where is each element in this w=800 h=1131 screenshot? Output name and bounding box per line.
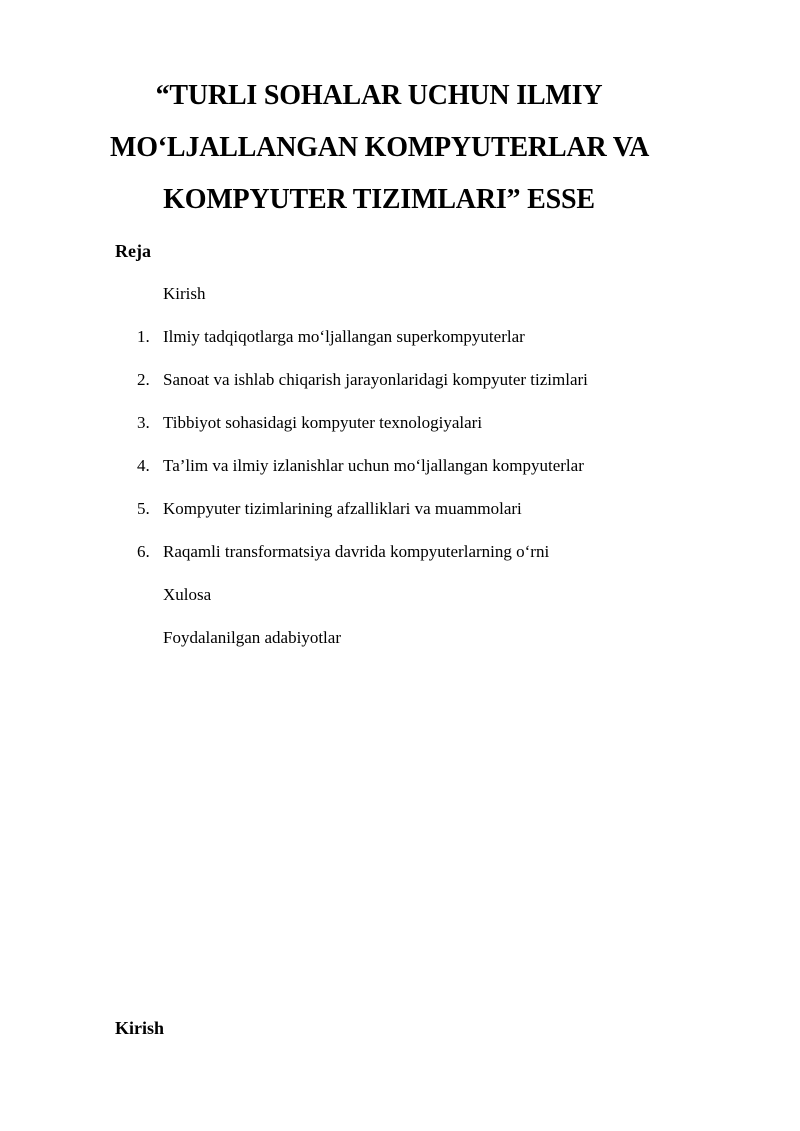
plan-item — [0, 541, 800, 584]
plan-item — [0, 455, 800, 498]
plan-item — [0, 498, 800, 541]
plan-item-text: Ilmiy tadqiqotlarga mo‘ljallangan superkompyuterlar — [163, 327, 525, 346]
plan-item-text: Kirish — [163, 284, 206, 303]
plan-item — [0, 412, 800, 455]
title-line: KOMPYUTER TIZIMLARI” ESSE — [163, 184, 595, 215]
plan-heading: Reja — [115, 241, 151, 261]
plan-list — [0, 283, 800, 670]
plan-item-number: 4. — [137, 456, 150, 475]
plan-item-text: Sanoat va ishlab chiqarish jarayonlaridagi kompyuter tizimlari — [163, 370, 588, 389]
plan-item-number: 3. — [137, 413, 150, 432]
plan-item-text: Xulosa — [163, 585, 212, 604]
plan-item-text: Tibbiyot sohasidagi kompyuter texnologiyalari — [163, 413, 483, 432]
plan-item-number: 5. — [137, 499, 150, 518]
plan-item-number: 6. — [137, 542, 150, 561]
plan-item — [0, 369, 800, 412]
plan-item-text: Foydalanilgan adabiyotlar — [163, 628, 341, 647]
section-heading: Kirish — [115, 1018, 165, 1038]
plan-item-number: 1. — [137, 327, 150, 346]
plan-item-number: 2. — [137, 370, 150, 389]
plan-item — [0, 627, 800, 670]
plan-item — [0, 326, 800, 369]
plan-item-text: Kompyuter tizimlarining afzalliklari va muammolari — [163, 499, 522, 518]
plan-item-text: Ta’lim va ilmiy izlanishlar uchun mo‘ljallangan kompyuterlar — [163, 456, 584, 475]
essay-title — [110, 70, 648, 226]
plan-item — [0, 584, 800, 627]
title-line: MO‘LJALLANGAN KOMPYUTERLAR VA — [110, 132, 650, 163]
plan-item-text: Raqamli transformatsiya davrida kompyuterlarning o‘rni — [163, 542, 550, 561]
title-line: “TURLI SOHALAR UCHUN ILMIY — [155, 80, 603, 111]
plan-item — [0, 283, 800, 326]
